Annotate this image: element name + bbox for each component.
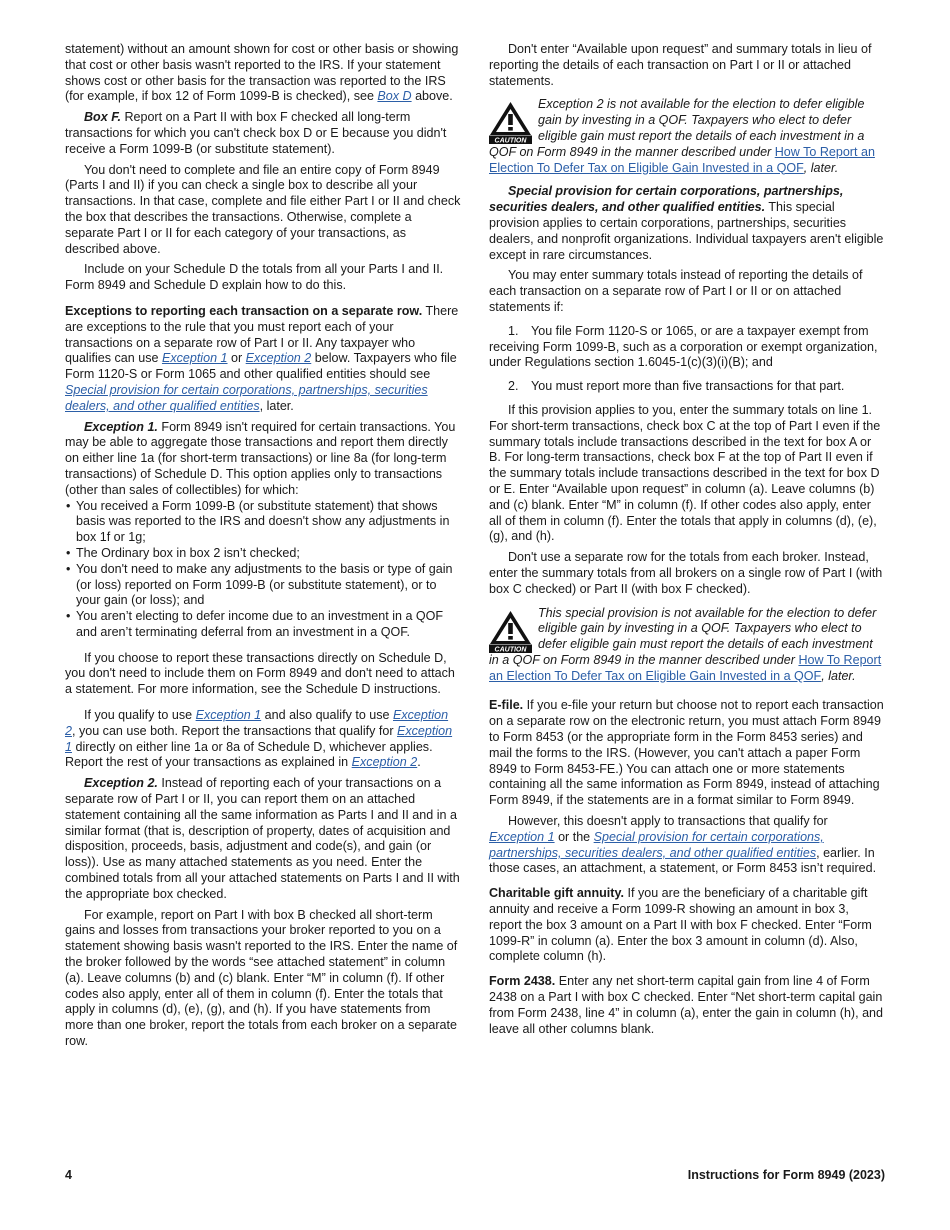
numbered-item-1: 1. You file Form 1120-S or 1065, or are a taxpayer exempt from receiving Form 1099-B, such as a corporation or exempt organization, under Regulations section 1.6045-1(c)(3)(i)(B); and: [489, 323, 878, 370]
special-provision-lead: Special provision for certain corporations, partnerships, securities dealers, and other qualified entities.: [489, 184, 844, 215]
exception-2-lead: Exception 2.: [84, 776, 158, 791]
paragraph-include-schedule-d: Include on your Schedule D the totals from all your Parts I and II. Form 8949 and Schedule D explain how to do this.: [65, 262, 444, 293]
paragraph-exception-1: Exception 1. Form 8949 isn't required for certain transactions. You may be able to aggregate those transactions and report them directly on either line 1a (for short-term transactions) or line 8a (for long-term transactions) of Schedule D. This option applies only to transactions (other than sales of collectibles) for which:: [65, 419, 456, 497]
link-exception-2[interactable]: Exception 2: [65, 708, 449, 738]
link-box-d[interactable]: Box D: [377, 89, 412, 104]
paragraph-e-file: E-file. If you e-file your return but choose not to report each transaction on a separate row on the electronic return, you must attach Form 8949 to Form 8453 (or the appropriate form in the Form 8453 series) and mail the forms to the IRS. (However, you can't attach a paper Form 8949 to Form 8453-FE.) You can attach one or more statements containing all the same information as Form 8949, instead of attaching Form 8949, if the statements are in a format similar to Form 8949.: [489, 698, 884, 808]
link-exception-1[interactable]: Exception 1: [65, 723, 453, 754]
link-exception-1[interactable]: Exception 1: [195, 708, 262, 723]
paragraph-single-box: You don't need to complete and file an entire copy of Form 8949 (Parts I and II) if you can check a single box to describe all your transactions. In that case, complete and file either Part I or II and check the box that describes the transactions. Otherwise, complete a separate Part I or II for each category of your transactions, as described above.: [65, 162, 461, 256]
paragraph-separate-row-broker: Don't use a separate row for the totals from each broker. Instead, enter the summary totals from all brokers on a single row of Part I (with box C checked) or Part II (with box F checked).: [489, 550, 883, 596]
caution-icon: [489, 610, 532, 653]
list-item: • You don't need to make any adjustments to the basis or type of gain (or loss) reported on Form 1099-B (or substitute statement), or to your gain (or loss); and: [65, 562, 461, 609]
paragraph-report-directly: If you choose to report these transactions directly on Schedule D, you don't need to include them on Form 8949 and don't need to attach a statement. For more information, see the Schedule D instructions.: [65, 650, 455, 697]
box-f-lead: Box F.: [84, 110, 121, 125]
paragraph-exception-2: Exception 2. Instead of reporting each of your transactions on a separate row of Part I or II, you can report them on an attached statement containing all the same information as Parts I and II and in a similar format (that is, description of property, dates of acquisition and disposition, proceeds, basis, adjustment and code(s), and gain (or loss)). Use as many attached statements as you need. Enter the combined totals from all your attached statements on Parts I and II with the appropriate box checked.: [65, 776, 460, 901]
exception-1-lead: Exception 1.: [84, 419, 158, 434]
paragraph-however: However, this doesn't apply to transactions that qualify for Exception 1 or the Special provision for certain corporations, partnerships, securities dealers, and other qualified entities, earlier. In those cases, an attachment, a statement, or Form 8453 isn’t required.: [489, 814, 877, 876]
link-special-provision[interactable]: Special provision for certain corporations, partnerships, securities dealers, and other qualified entities: [65, 382, 428, 413]
link-how-to-report-qof[interactable]: How To Report an Election To Defer Tax on Eligible Gain Invested in a QOF: [489, 652, 882, 683]
charitable-lead: Charitable gift annuity.: [489, 886, 625, 901]
caution-icon: [489, 101, 532, 144]
paragraph-box-f: Box F. Report on a Part II with box F checked all long-term transactions for which you can't check box D or E because you didn't receive a Form 1099-B (or substitute statement).: [65, 110, 447, 156]
right-column: [489, 42, 885, 1042]
paragraph-example: For example, report on Part I with box B checked all short-term gains and losses from transactions your broker reported to you on a statement showing basis wasn't reported to the IRS. Enter the name of the broker followed by the words “see attached statement” in column (a). Leave columns (b) and (c) blank. Enter “M” in column (f). If other codes also apply, enter all of them in column (f). Enter the totals that apply in columns (d), (e), (g), and (h). If you have statements from more than one broker, report the totals from each broker on a separate row.: [65, 907, 458, 1049]
e-file-lead: E-file.: [489, 698, 524, 713]
paragraph-summary-totals: You may enter summary totals instead of reporting the details of each transaction on a separate row of Part I or II or on attached statements if:: [489, 268, 863, 314]
caution-label: CAUTION: [494, 137, 527, 145]
link-exception-2[interactable]: Exception 2: [245, 351, 312, 366]
link-how-to-report-qof[interactable]: How To Report an Election To Defer Tax on Eligible Gain Invested in a QOF: [489, 144, 875, 175]
paragraph-special-provision: Special provision for certain corporations, partnerships, securities dealers, and other qualified entities. This special provision applies to certain corporations, partnerships, securities dealers, and nonprofit organizations. Individual taxpayers aren't eligible except in rare circumstances.: [489, 184, 884, 262]
paragraph-form-2438: Form 2438. Enter any net short-term capital gain from line 4 of Form 2438 on a Part I with box C checked. Enter “Net short-term capital gain from Form 2438, line 4” in column (a), enter the gain in column (h), and leave all other columns blank.: [489, 974, 884, 1036]
link-exception-1[interactable]: Exception 1: [161, 351, 228, 366]
list-item: • You aren’t electing to defer income due to an investment in a QOF and aren’t terminating deferral from an investment in a QOF.: [65, 609, 461, 641]
list-item: • The Ordinary box in box 2 isn’t checked;: [65, 546, 461, 562]
paragraph-use-both: If you qualify to use Exception 1 and also qualify to use Exception 2, you can use both. Report the transactions that qualify for Exception 1 directly on either line 1a or 8a of Schedule D, whichever applies. Report the rest of your transactions as explained in Exception 2.: [65, 708, 453, 770]
exception-1-conditions: [65, 499, 461, 641]
numbered-item-2: 2. You must report more than five transactions for that part.: [508, 379, 845, 394]
paragraph-charitable-gift-annuity: Charitable gift annuity. If you are the beneficiary of a charitable gift annuity and receive a Form 1099-R showing an amount in box 3, report the box 3 amount on a Part II with box F checked. Enter “Form 1099-R” in column (a). Enter the box 3 amount in column (d). Also, complete column (h).: [489, 886, 872, 964]
paragraph-provision-applies: If this provision applies to you, enter the summary totals on line 1. For short-term transactions, check box C at the top of Part I even if the summary totals include transactions described in the text for box A or B. For long-term transactions, check box F at the top of Part II even if the summary totals include transactions described in the text for box D or E. Enter “Available upon request” in column (a). Leave columns (b) and (c) blank. Enter “M” in column (f). If other codes also apply, enter all of them in column (f). Enter the totals that apply in columns (d), (e), (g), and (h).: [489, 402, 881, 544]
list-item: • You received a Form 1099-B (or substitute statement) that shows basis was reported to the IRS and doesn't show any adjustments in box 1f or 1g;: [65, 499, 461, 546]
link-exception-1[interactable]: Exception 1: [489, 829, 555, 844]
link-exception-2[interactable]: Exception 2: [351, 755, 418, 770]
left-column: [65, 42, 461, 1055]
paragraph-exceptions: Exceptions to reporting each transaction on a separate row. There are exceptions to the rule that you must report each of your transactions on a separate row of Part I or II. Any taxpayer who qualifies can use Exception 1 or Exception 2 below. Taxpayers who file Form 1120-S or Form 1065 and other qualified entities should see Special provision for certain corporations, partnerships, securities dealers, and other qualified entities, later.: [65, 303, 459, 413]
caution-note-special-provision: CAUTION This special provision is not available for the election to defer eligible gain by investing in a QOF. Taxpayers who elect to defer eligible gain must report the details of each investment in a QOF on Form 8949 in the manner described under How To Report an Election To Defer Tax on Eligible Gain Invested in a QOF, later.: [489, 605, 882, 683]
paragraph-box-e-continued: statement) without an amount shown for cost or other basis or showing that cost or other basis wasn't reported to the IRS. If your statement shows cost or other basis for the transaction was reported to the IRS (for example, if box 12 of Form 1099-B is checked), see Box D above.: [65, 42, 459, 104]
form-2438-lead: Form 2438.: [489, 974, 556, 989]
link-special-provision[interactable]: Special provision for certain corporations, partnerships, securities dealers, and other qualified entities: [489, 829, 824, 860]
page-number: 4: [65, 1168, 72, 1182]
caution-label: CAUTION: [494, 646, 527, 653]
exceptions-heading: Exceptions to reporting each transaction on a separate row.: [65, 303, 423, 318]
paragraph-dont-enter: Don't enter “Available upon request” and summary totals in lieu of reporting the details of each transaction on Part I or II or attached statements.: [489, 42, 872, 88]
caution-note-exception-2: CAUTION Exception 2 is not available for the election to defer eligible gain by investing in a QOF. Taxpayers who elect to defer eligible gain must report the details of each investment in a QOF on Form 8949 in the manner described under How To Report an Election To Defer Tax on Eligible Gain Invested in a QOF, later.: [489, 97, 875, 175]
footer-title: Instructions for Form 8949 (2023): [687, 1168, 885, 1182]
